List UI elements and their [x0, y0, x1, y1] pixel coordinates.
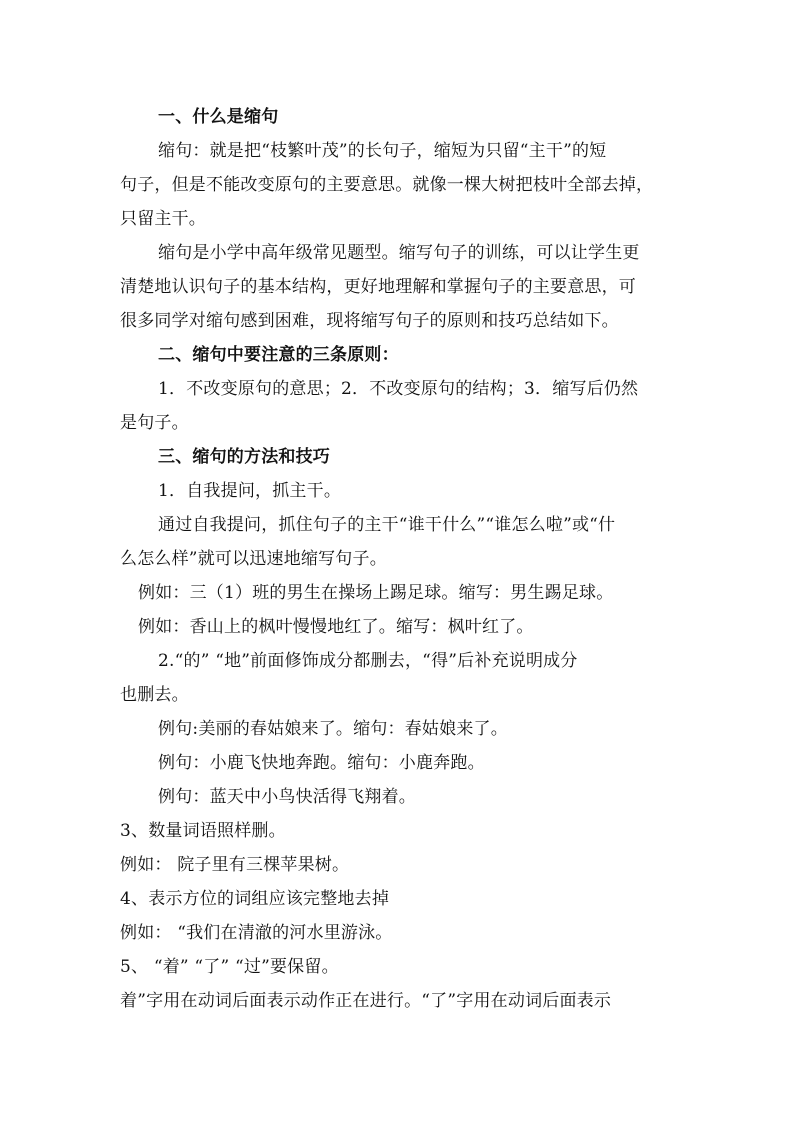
paragraph-line: 着”字用在动词后面表示动作正在进行。“了”字用在动词后面表示	[120, 991, 612, 1011]
paragraph-line: 通过自我提问，抓住句子的主干“谁干什么”“谁怎么啦”或“什	[158, 515, 616, 535]
example-line: 例句：蓝天中小鸟快活得飞翔着。	[158, 787, 416, 807]
heading-methods: 三、缩句的方法和技巧	[158, 447, 330, 467]
heading-three-principles: 二、缩句中要注意的三条原则：	[158, 345, 399, 365]
paragraph-line: 3、数量词语照样删。	[120, 821, 286, 841]
example-line: 例如： 院子里有三棵苹果树。	[120, 855, 350, 875]
paragraph-line: 2.“的” “地”前面修饰成分都删去，“得”后补充说明成分	[158, 651, 578, 671]
example-line: 例如： “我们在清澈的河水里游泳。	[120, 923, 393, 943]
example-line: 例句：小鹿飞快地奔跑。缩句：小鹿奔跑。	[158, 753, 485, 773]
paragraph-line: 只留主干。	[120, 209, 206, 229]
paragraph-line: 1．不改变原句的意思；2．不改变原句的结构；3．缩写后仍然	[158, 379, 639, 399]
example-line: 例句:美丽的春姑娘来了。缩句：春姑娘来了。	[158, 719, 508, 739]
paragraph-line: 5、 “着” “了” “过”要保留。	[120, 957, 339, 977]
paragraph-line: 4、表示方位的词组应该完整地去掉	[120, 889, 390, 909]
paragraph-line: 是句子。	[120, 413, 189, 433]
heading-what-is-suoju: 一、什么是缩句	[158, 107, 279, 127]
paragraph-line: 1．自我提问，抓主干。	[158, 481, 342, 501]
paragraph-line: 很多同学对缩句感到困难，现将缩写句子的原则和技巧总结如下。	[120, 311, 619, 331]
paragraph-line: 缩句：就是把“枝繁叶茂”的长句子，缩短为只留“主干”的短	[158, 141, 607, 161]
paragraph-line: 清楚地认识句子的基本结构，更好地理解和掌握句子的主要意思，可	[120, 277, 636, 297]
paragraph-line: 句子，但是不能改变原句的主要意思。就像一棵大树把枝叶全部去掉，	[120, 175, 654, 195]
example-line: 例如：三（1）班的男生在操场上踢足球。缩写：男生踢足球。	[138, 583, 614, 603]
paragraph-line: 么怎么样”就可以迅速地缩写句子。	[120, 549, 387, 569]
paragraph-line: 也删去。	[120, 685, 189, 705]
example-line: 例如：香山上的枫叶慢慢地红了。缩写：枫叶红了。	[138, 617, 534, 637]
paragraph-line: 缩句是小学中高年级常见题型。缩写句子的训练，可以让学生更	[158, 243, 640, 263]
